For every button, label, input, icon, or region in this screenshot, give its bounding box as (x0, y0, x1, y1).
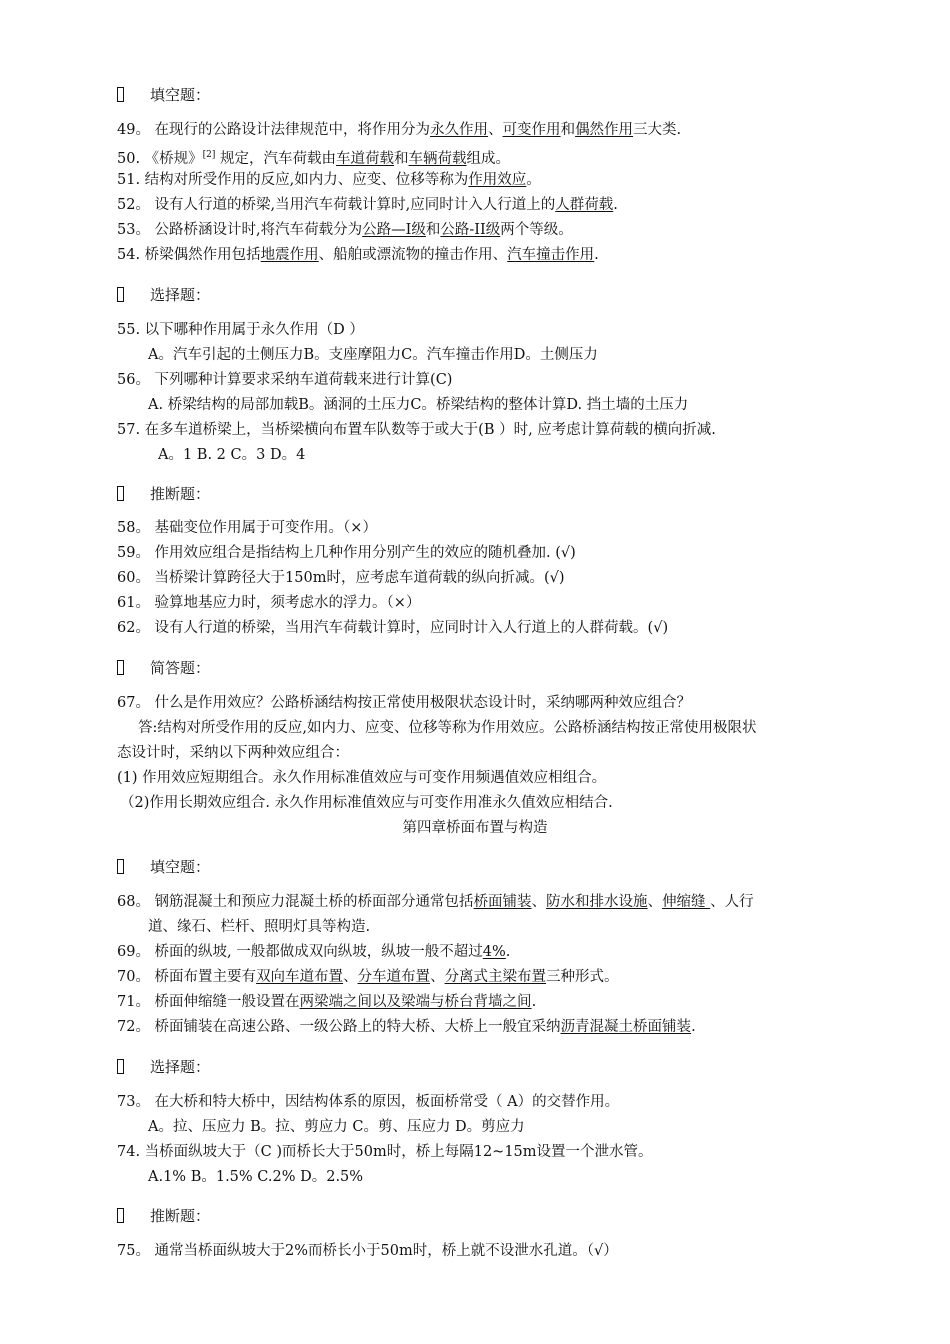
question-68-continued: 道、缘石、栏杆、照明灯具等构造. (148, 919, 371, 935)
question-74: 74. 当桥面纵坡大于（C )而桥长大于50m时，桥上每隔12~15m设置一个泄水管。 (117, 1144, 653, 1160)
question-60: 60。 当桥梁计算跨径大于150m时，应考虑车道荷载的纵向折减。(√) (117, 570, 565, 586)
question-56-options: A. 桥梁结构的局部加载B。涵洞的土压力C。桥梁结构的整体计算D. 挡土墙的土压力 (148, 397, 689, 413)
question-69: 69。 桥面的纵坡, 一般都做成双向纵坡，纵坡一般不超过4%. (117, 944, 511, 960)
question-57-options: A。1 B. 2 C。3 D。4 (158, 447, 306, 463)
question-70: 70。 桥面布置主要有双向车道布置、分车道布置、分离式主梁布置三种形式。 (117, 969, 619, 985)
checkbox-bullet-icon (117, 486, 124, 501)
question-57: 57. 在多车道桥梁上，当桥梁横向布置车队数等于或大于(B ）时, 应考虑计算荷载的横向折减. (117, 422, 716, 438)
section-heading-short-answer: 简答题： (117, 657, 210, 679)
question-61: 61。 验算地基应力时，须考虑水的浮力。（×） (117, 595, 421, 611)
section-heading-judgment-2: 推断题： (117, 1205, 210, 1227)
answer-67-line-1: 答:结构对所受作用的反应,如内力、应变、位移等称为作用效应。公路桥涵结构按正常使用极限状 (138, 720, 757, 736)
checkbox-bullet-icon (117, 1059, 124, 1074)
answer-67-line-4: （2)作用长期效应组合. 永久作用标准值效应与可变作用准永久值效应相结合. (120, 795, 613, 811)
question-59: 59。 作用效应组合是指结构上几种作用分别产生的效应的随机叠加. (√) (117, 545, 576, 561)
question-62: 62。 设有人行道的桥梁，当用汽车荷载计算时，应同时计入人行道上的人群荷载。(√) (117, 620, 669, 636)
answer-67-line-2: 态设计时，采纳以下两种效应组合： (117, 745, 349, 761)
question-51: 51. 结构对所受作用的反应,如内力、应变、位移等称为作用效应。 (117, 172, 541, 188)
checkbox-bullet-icon (117, 859, 124, 874)
question-50: 50. 《桥规》[2] 规定，汽车荷载由车道荷载和车辆荷载组成。 (117, 150, 511, 167)
question-49: 49。 在现行的公路设计法律规范中，将作用分为永久作用、可变作用和偶然作用三大类. (117, 122, 682, 138)
question-72: 72。 桥面铺装在高速公路、一级公路上的特大桥、大桥上一般宜采纳沥青混凝土桥面铺装. (117, 1019, 696, 1035)
answer-67-line-3: (1) 作用效应短期组合。永久作用标准值效应与可变作用频遇值效应相组合。 (117, 770, 607, 786)
chapter-title: 第四章桥面布置与构造 (402, 820, 548, 836)
checkbox-bullet-icon (117, 660, 124, 675)
question-75: 75。 通常当桥面纵坡大于2%而桥长小于50m时，桥上就不设泄水孔道。（√） (117, 1243, 618, 1259)
checkbox-bullet-icon (117, 287, 124, 302)
question-58: 58。 基础变位作用属于可变作用。（×） (117, 520, 377, 536)
question-73-options: A。拉、压应力 B。拉、剪应力 C。剪、压应力 D。剪应力 (148, 1119, 525, 1135)
question-55: 55. 以下哪种作用属于永久作用（D ） (117, 322, 364, 338)
question-56: 56。 下列哪种计算要求采纳车道荷载来进行计算(C) (117, 372, 453, 388)
question-52: 52。 设有人行道的桥梁,当用汽车荷载计算时,应同时计入人行道上的人群荷载. (117, 197, 618, 213)
section-heading-choice: 选择题： (117, 284, 210, 306)
question-53: 53。 公路桥涵设计时,将汽车荷载分为公路—I级和公路-II级两个等级。 (117, 222, 573, 238)
question-55-options: A。汽车引起的土侧压力B。支座摩阻力C。汽车撞击作用D。土侧压力 (148, 347, 598, 363)
question-73: 73。 在大桥和特大桥中，因结构体系的原因，板面桥常受（ A）的交替作用。 (117, 1094, 620, 1110)
question-67: 67。 什么是作用效应？公路桥涵结构按正常使用极限状态设计时，采纳哪两种效应组合？ (117, 695, 692, 711)
checkbox-bullet-icon (117, 1208, 124, 1223)
question-68: 68。 钢筋混凝土和预应力混凝土桥的桥面部分通常包括桥面铺装、防水和排水设施、伸缩缝 、人行 (117, 894, 754, 910)
section-heading-judgment: 推断题： (117, 483, 210, 505)
question-74-options: A.1% B。1.5% C.2% D。2.5% (148, 1169, 364, 1185)
question-71: 71。 桥面伸缩缝一般设置在两梁端之间以及梁端与桥台背墙之间. (117, 994, 537, 1010)
checkbox-bullet-icon (117, 87, 124, 102)
section-heading-fill-in: 填空题： (117, 84, 210, 106)
section-heading-fill-in-2: 填空题： (117, 856, 210, 878)
section-heading-choice-2: 选择题： (117, 1056, 210, 1078)
question-54: 54. 桥梁偶然作用包括地震作用、船舶或漂流物的撞击作用、汽车撞击作用. (117, 247, 599, 263)
